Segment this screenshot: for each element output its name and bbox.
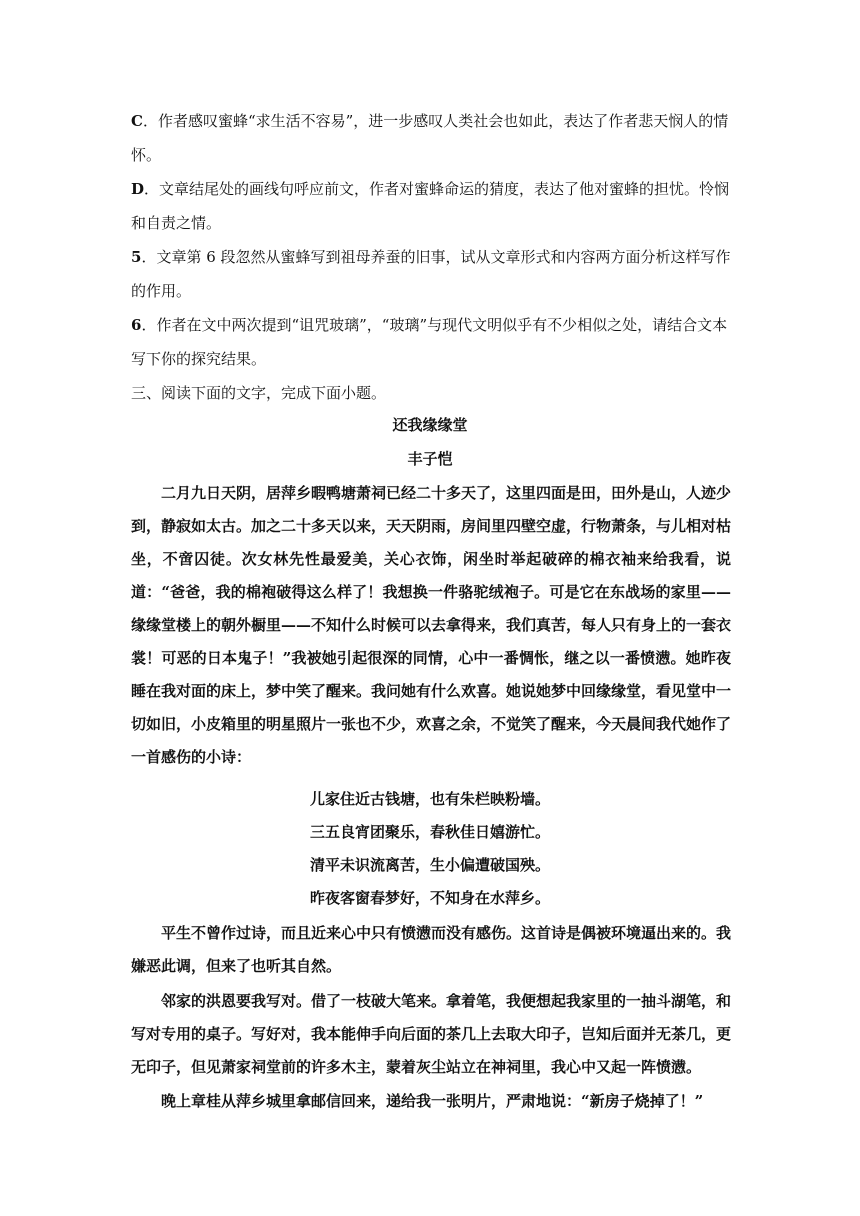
- question-6-lead: 6: [131, 316, 142, 334]
- poem-line-2: 三五良宵团聚乐，春秋佳日嬉游忙。: [309, 823, 550, 841]
- poem-line-3: 清平未识流离苦，生小偏遭破国殃。: [309, 856, 550, 874]
- question-c-lead: C: [131, 112, 143, 130]
- article-paragraph-1: 二月九日天阴，居萍乡暇鸭塘萧祠已经二十多天了，这里四面是田，田外是山，人迹少到，静寂如太古。加之二十多天以来，天天阴雨，房间里四壁空虚，行物萧条，与儿相对枯坐，不啻囚徒。次女林先性最爱美，关心衣饰，闲坐时举起破碎的棉衣袖来给我看，说道：“爸爸，我的棉袍破得这么样了！我想换一件骆驼绒袍子。可是它在东战场的家里——缘缘堂楼上的朝外橱里——不知什么时候可以去拿得来，我们真苦，每人只有身上的一套衣裳！可恶的日本鬼子！”我被她引起很深的同情，心中一番惆怅，继之以一番愤懑。她昨夜睡在我对面的床上，梦中笑了醒来。我问她有什么欢喜。她说她梦中回缘缘堂，看见堂中一切如旧，小皮箱里的明星照片一张也不少，欢喜之余，不觉笑了醒来，今天晨间我代她作了一首感伤的小诗：: [131, 484, 732, 766]
- article-paragraph-2: 平生不曾作过诗，而且近来心中只有愤懑而没有感伤。这首诗是偶被环境逼出来的。我嫌恶此调，但来了也听其自然。: [131, 924, 732, 975]
- question-d-lead: D: [131, 180, 145, 198]
- article-paragraph-4: 晚上章桂从萍乡城里拿邮信回来，递给我一张明片，严肃地说：“新房子烧掉了！”: [161, 1092, 704, 1110]
- article-paragraph-3: 邻家的洪恩要我写对。借了一枝破大笔来。拿着笔，我便想起我家里的一抽斗湖笔，和写对专用的桌子。写好对，我本能伸手向后面的茶几上去取大印子，岂知后面并无茶几，更无印子，但见萧家祠堂前的许多木主，蒙着灰尘站立在神祠里，我心中又起一阵愤懑。: [131, 992, 732, 1076]
- question-5-text: ．文章第 6 段忽然从蜜蜂写到祖母养蚕的旧事，试从文章形式和内容两方面分析这样写作的作用。: [131, 248, 731, 300]
- question-c: [131, 104, 731, 172]
- question-6: [131, 308, 731, 376]
- question-d-text: ．文章结尾处的画线句呼应前文，作者对蜜蜂命运的猜度，表达了他对蜜蜂的担忧。怜悯和自责之情。: [131, 180, 730, 232]
- poem-line-1: 儿家住近古钱塘，也有朱栏映粉墙。: [309, 790, 550, 808]
- question-5: [131, 240, 731, 308]
- poem-line-4: 昨夜客窗春梦好，不知身在水萍乡。: [309, 889, 550, 907]
- section-heading: 三、阅读下面的文字，完成下面小题。: [131, 384, 387, 402]
- question-6-text: ．作者在文中两次提到“诅咒玻璃”，“玻璃”与现代文明似乎有不少相似之处，请结合文本写下你的探究结果。: [131, 316, 728, 368]
- question-5-lead: 5: [131, 248, 142, 266]
- question-c-text: ．作者感叹蜜蜂“求生活不容易”，进一步感叹人类社会也如此，表达了作者悲天悯人的情怀。: [131, 112, 729, 164]
- article-author: 丰子恺: [407, 450, 453, 468]
- article-title: 还我缘缘堂: [392, 416, 468, 434]
- question-d: [131, 172, 731, 240]
